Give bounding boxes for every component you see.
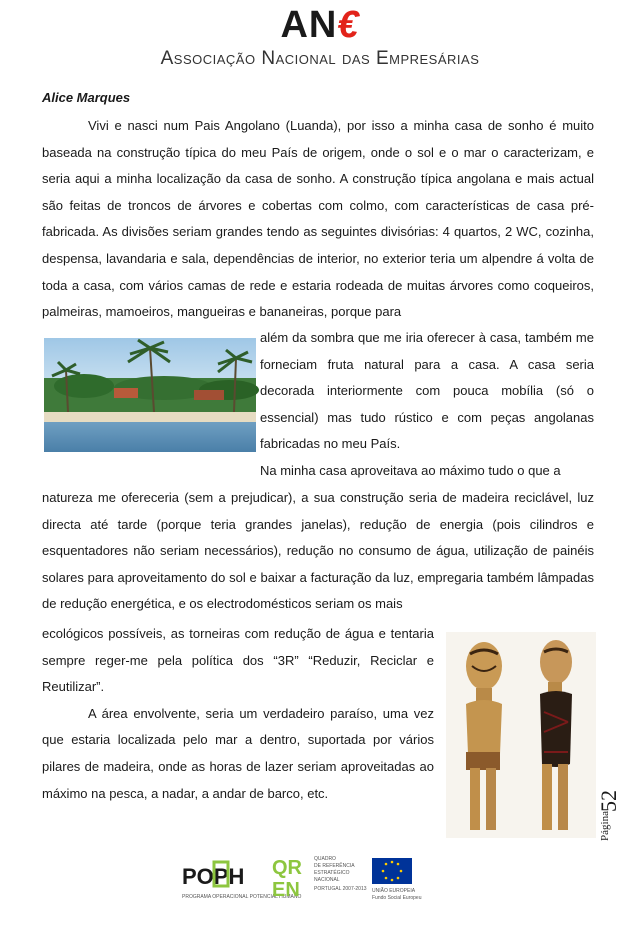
poph-subtitle: PROGRAMA OPERACIONAL POTENCIAL HUMANO <box>182 894 302 900</box>
svg-text:QR: QR <box>272 857 302 879</box>
svg-text:EN: EN <box>272 879 300 901</box>
paragraph-2-text: natureza me ofereceria (sem a prejudicar), a sua construção seria de madeira reciclável, luz directa até tarde (porque teria grandes janelas), redução de energia (pois cilindros e esquentadores não seriam necessários), redução no consumo de água, utilização de painéis solares para aproveitamento do sol e baixar a facturação da luz, empregaria também lâmpadas de redução energética, e os electrodomésticos seriam os mais <box>42 490 594 612</box>
paragraph-2-3-column <box>42 621 434 807</box>
header-logo <box>110 6 530 78</box>
paragraph-1-continued <box>260 325 594 485</box>
qren-line-2: DE REFERÊNCIA <box>314 863 355 869</box>
footer-logos <box>180 852 440 904</box>
qren-line-1: QUADRO <box>314 856 336 862</box>
qren-line-3: ESTRATÉGICO <box>314 870 350 876</box>
paragraph-1-text: Vivi e nasci num Pais Angolano (Luanda), por isso a minha casa de sonho é muito baseada na construção típica do meu País de origem, onde o sol e o mar o caracterizam, e seria aqui a minha localização da casa de sonho. A construção típica angolana e mais actual são feitas de troncos de árvores e cobertas com colmo, com características de casa pré-fabricada. As divisões seriam grandes tendo as seguintes divisórias: 4 quartos, 2 WC, cozinha, despensa, lavandaria e sala, dependências de interior, no exterior teria um alpendre á volta de toda a casa, com vários camas de rede e estaria rodeada de muitas árvores como coqueiros, palmeiras, mamoeiros, mangueiras e bananeiras, porque para <box>42 118 594 320</box>
paragraph-3: A área envolvente, seria um verdadeiro paraíso, uma vez que estaria localizada pelo mar a dentro, suportada por vários pilares de madeira, onde as horas de lazer seriam aproveitadas ao máximo na pesca, a nadar, a andar de barco, etc. <box>42 705 434 801</box>
qren-line-4: NACIONAL <box>314 877 340 883</box>
poph-logo-text: POPH <box>182 864 245 889</box>
paragraph-1-cont-text: além da sombra que me iria oferecer à casa, também me forneciam fruta natural para a casa. A casa seria decorada interiormente com pouca mobília (só o essencial) mas tudo rústico e com peças angolanas fabricadas no meu País. <box>260 330 594 452</box>
beach-photo <box>44 338 256 452</box>
paragraph-1 <box>42 113 594 326</box>
qren-logo <box>272 852 367 904</box>
page-word: Página <box>598 811 611 841</box>
eu-flag-logo <box>370 858 436 902</box>
eu-line-1: UNIÃO EUROPEIA <box>372 888 416 894</box>
angolan-statues-photo <box>446 632 596 838</box>
author-name: Alice Marques <box>42 90 131 105</box>
ane-logo-mark: AN€ <box>280 4 360 46</box>
paragraph-2-start: Na minha casa aproveitava ao máximo tudo o que a <box>260 462 561 478</box>
org-name: Associação Nacional das Empresárias <box>160 48 480 69</box>
qren-line-5: PORTUGAL 2007-2013 <box>314 886 367 892</box>
eu-line-2: Fundo Social Europeu <box>372 895 422 901</box>
page-number: 52 <box>596 790 621 812</box>
page-number-label <box>596 790 636 860</box>
paragraph-2 <box>42 485 594 618</box>
paragraph-2-end: ecológicos possíveis, as torneiras com redução de água e tentaria sempre reger-me pela política dos “3R” “Reduzir, Reciclar e Reutilizar”. <box>42 626 434 695</box>
